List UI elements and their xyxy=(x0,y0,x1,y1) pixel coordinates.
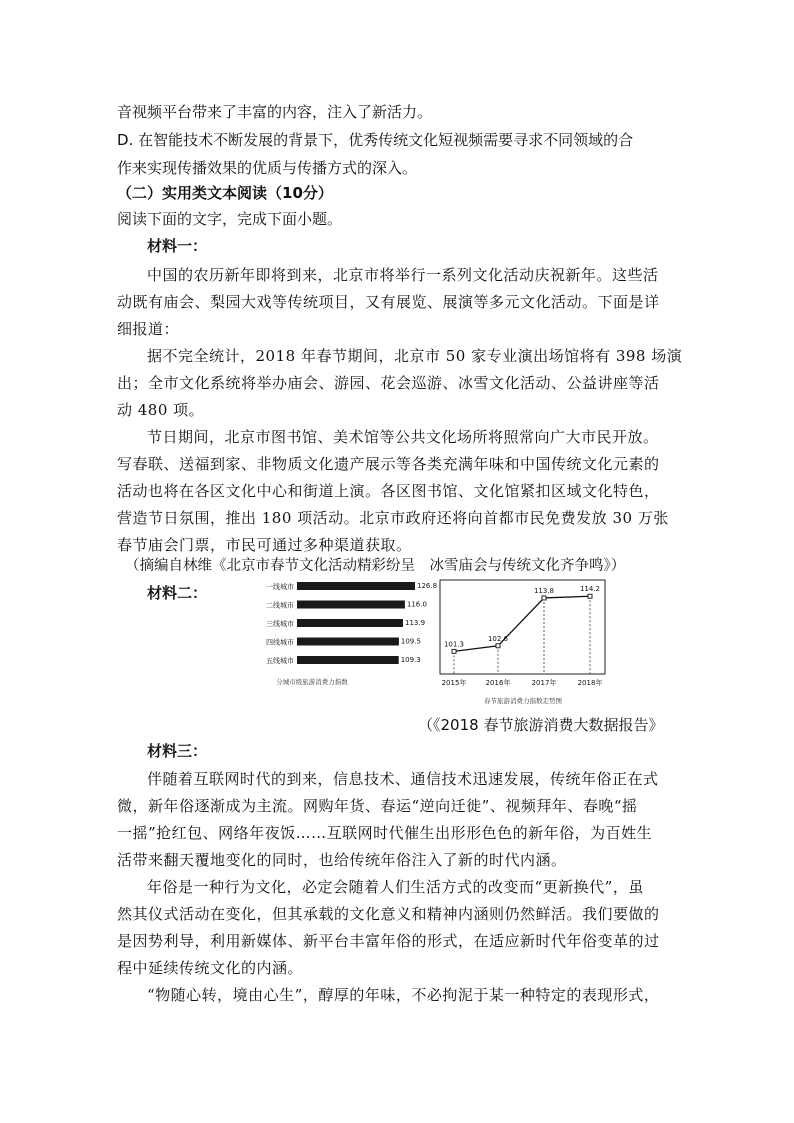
m3-p3-line: “物随心转，境由心生”，醇厚的年味，不必拘泥于某一种特定的表现形式， xyxy=(147,986,660,1004)
bar-category-label: 五线城市 xyxy=(266,657,294,665)
m3-p1-line: 微，新年俗逐渐成为主流。网购年货、春运“逆向迁徙”、视频拜年、春晚“摇 xyxy=(117,797,638,815)
m3-p2-line: 程中延续传统文化的内涵。 xyxy=(117,959,304,977)
m1-p3-line: 活动也将在各区文化中心和街道上演。各区图书馆、文化馆紧扣区域文化特色， xyxy=(117,482,660,500)
section-instruction: 阅读下面的文字，完成下面小题。 xyxy=(117,210,343,228)
x-tick-label: 2017年 xyxy=(531,679,557,687)
m3-p1-line: 活带来翻天覆地变化的同时，也给传统年俗注入了新的时代内涵。 xyxy=(117,851,567,869)
x-tick-label: 2015年 xyxy=(441,679,467,687)
option-d-line-2: 作来实现传播效果的优质与传播方式的深入。 xyxy=(117,159,418,177)
bar-value-label: 116.0 xyxy=(406,600,427,609)
material-2-label: 材料二： xyxy=(147,584,208,602)
m1-p2-line: 出；全市文化系统将举办庙会、游园、花会巡游、冰雪文化活动、公益讲座等活 xyxy=(117,374,660,392)
point-value-label: 102.6 xyxy=(487,634,509,643)
bar-value-label: 113.9 xyxy=(405,619,426,627)
point-value-label: 113.8 xyxy=(533,586,555,595)
bar xyxy=(297,656,399,664)
continued-line-1: 音视频平台带来了丰富的内容，注入了新活力。 xyxy=(117,103,433,121)
bar-chart-title: 分城市级旅游消费力指数 xyxy=(276,678,348,686)
bar-category-label: 四线城市 xyxy=(266,638,294,647)
m1-p3-line: 营造节日氛围，推出 180 项活动。北京市政府还将向首都市民免费发放 30 万张 xyxy=(117,509,669,527)
m3-p1-line: 一摇”抢红包、网络年夜饭……互联网时代催生出形形色色的新年俗，为百姓生 xyxy=(117,824,653,842)
bar-value-label: 109.3 xyxy=(400,656,421,664)
m3-p1-line: 伴随着互联网时代的到来，信息技术、通信技术迅速发展，传统年俗正在式 xyxy=(147,770,659,788)
bar xyxy=(297,619,403,627)
m3-p2-line: 然其仪式活动在变化，但其承载的文化意义和精神内涵则仍然鲜活。我们要做的 xyxy=(117,905,660,923)
material-1-label: 材料一： xyxy=(147,237,208,255)
point-value-label: 114.2 xyxy=(579,585,601,594)
line-chart-title: 春节旅游消费力指数走势图 xyxy=(484,697,562,705)
m1-p2-line: 动 480 项。 xyxy=(117,401,205,419)
material-1-source: （摘编自林维《北京市春节文化活动精彩纷呈 冰雪庙会与传统文化齐争鸣》） xyxy=(125,558,626,574)
bar-value-label: 109.5 xyxy=(400,637,421,646)
option-d-line-1: D. 在智能技术不断发展的背景下，优秀传统文化短视频需要寻求不同领域的合 xyxy=(117,131,634,149)
m1-p2-line: 据不完全统计，2018 年春节期间，北京市 50 家专业演出场馆将有 398 场演 xyxy=(147,347,683,365)
section-heading: （二）实用类文本阅读（10分） xyxy=(117,184,333,202)
m1-p1-line: 细报道： xyxy=(117,320,180,338)
material-3-label: 材料三： xyxy=(147,742,208,760)
x-tick-label: 2018年 xyxy=(577,679,603,687)
x-tick-label: 2016年 xyxy=(485,679,511,687)
bar-category-label: 三线城市 xyxy=(266,620,294,628)
bar xyxy=(297,638,399,646)
series-line xyxy=(454,596,590,651)
m3-p2-line: 是因势利导，利用新媒体、新平台丰富年俗的形式，在适应新时代年俗变革的过 xyxy=(117,932,660,950)
m1-p3-line: 春节庙会门票，市民可通过多种渠道获取。 xyxy=(117,536,412,554)
m1-p3-line: 写春联、送福到家、非物质文化遗产展示等各类充满年味和中国传统文化元素的 xyxy=(117,455,660,473)
data-point xyxy=(542,596,546,600)
bar xyxy=(297,582,415,590)
bar-value-label: 126.8 xyxy=(417,582,438,590)
data-point xyxy=(452,649,456,653)
m1-p1-line: 动既有庙会、梨园大戏等传统项目，又有展览、展演等多元文化活动。下面是详 xyxy=(117,293,660,311)
city-tier-bar-chart xyxy=(250,578,438,692)
bar-category-label: 一线城市 xyxy=(266,583,294,591)
data-point xyxy=(588,594,592,598)
bar xyxy=(297,601,405,609)
data-point xyxy=(496,644,500,648)
spring-festival-trend-line-chart xyxy=(428,576,614,708)
m1-p1-line: 中国的农历新年即将到来，北京市将举行一系列文化活动庆祝新年。这些活 xyxy=(147,266,659,284)
bar-category-label: 二线城市 xyxy=(266,601,294,610)
chart-source: （《2018 春节旅游消费大数据报告》 xyxy=(418,716,664,734)
point-value-label: 101.3 xyxy=(443,640,465,649)
m3-p2-line: 年俗是一种行为文化，必定会随着人们生活方式的改变而“更新换代”，虽 xyxy=(147,878,644,896)
m1-p3-line: 节日期间，北京市图书馆、美术馆等公共文化场所将照常向广大市民开放。 xyxy=(147,428,659,446)
line-chart-frame xyxy=(440,580,605,674)
